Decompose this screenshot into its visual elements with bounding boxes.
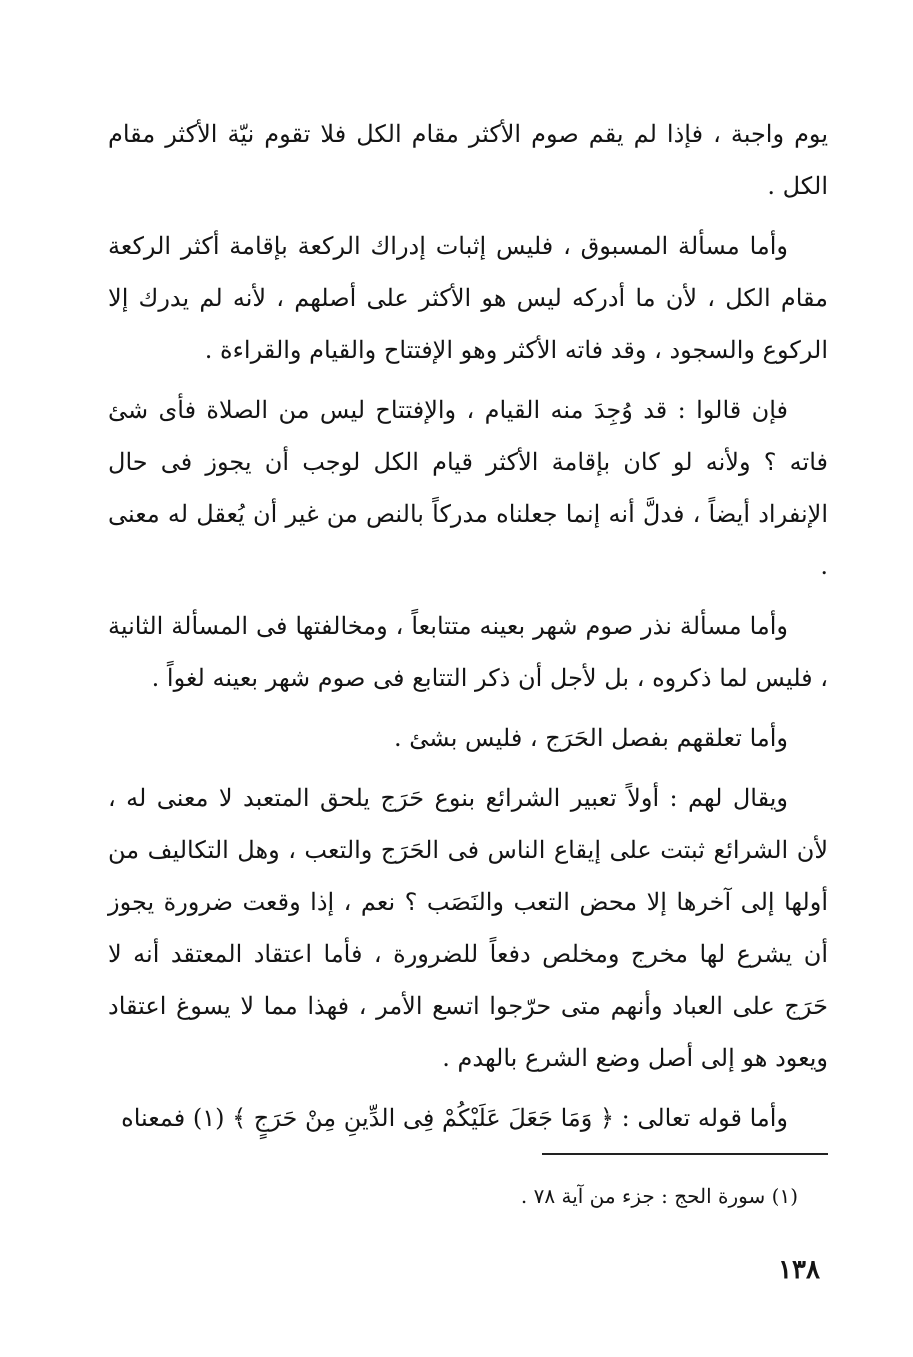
paragraph: وأما قوله تعالى : ﴿ وَمَا جَعَلَ عَلَيْكُمْ فِى الدِّينِ مِنْ حَرَجٍ ﴾ (١) فمعناه xyxy=(121,1104,788,1132)
paragraph: يوم واجبة ، فإذا لم يقم صوم الأكثر مقام الكل فلا تقوم نيّة الأكثر مقام الكل . xyxy=(108,120,829,200)
footnote-divider xyxy=(542,1153,828,1155)
page-number: ١٣٨ xyxy=(778,1255,820,1285)
paragraph: ويقال لهم : أولاً تعبير الشرائع بنوع حَرَج يلحق المتعبد لا معنى له ، لأن الشرائع ثبتت على إيقاع الناس فى الحَرَج والتعب ، وهل التكاليف من أولها إلى آخرها إلا محض التعب والنَصَب ؟ نعم ، إذا وقعت ضرورة يجوز أن يشرع لها مخرج ومخلص دفعاً للضرورة ، فأما اعتقاد المعتقد أنه لا حَرَج على العباد وأنهم متى حرّجوا اتسع الأمر ، فهذا مما لا يسوغ اعتقاد ويعود هو إلى أصل وضع الشرع بالهدم . xyxy=(108,784,828,1072)
footnote: (١) سورة الحج : جزء من آية ٧٨ . xyxy=(520,1184,798,1208)
paragraph: وأما مسألة المسبوق ، فليس إثبات إدراك الركعة بإقامة أكثر الركعة مقام الكل ، لأن ما أدركه ليس هو الأكثر على أصلهم ، لأنه لم يدرك إلا الركوع والسجود ، وقد فاته الأكثر وهو الإفتتاح والقيام والقراءة . xyxy=(108,232,828,364)
body-text xyxy=(108,108,828,1152)
paragraph: وأما مسألة نذر صوم شهر بعينه متتابعاً ، ومخالفتها فى المسألة الثانية ، فليس لما ذكروه ، بل لأجل أن ذكر التتابع فى صوم شهر بعينه لغواً . xyxy=(108,612,828,692)
paragraph: وأما تعلقهم بفصل الحَرَج ، فليس بشئ . xyxy=(394,724,788,752)
paragraph: فإن قالوا : قد وُجِدَ منه القيام ، والإفتتاح ليس من الصلاة فأى شئ فاته ؟ ولأنه لو كان بإقامة الأكثر قيام الكل لوجب أن يجوز فى حال الإنفراد أيضاً ، فدلَّ أنه إنما جعلناه مدركاً بالنص من غير أن يُعقل له معنى . xyxy=(108,396,828,580)
